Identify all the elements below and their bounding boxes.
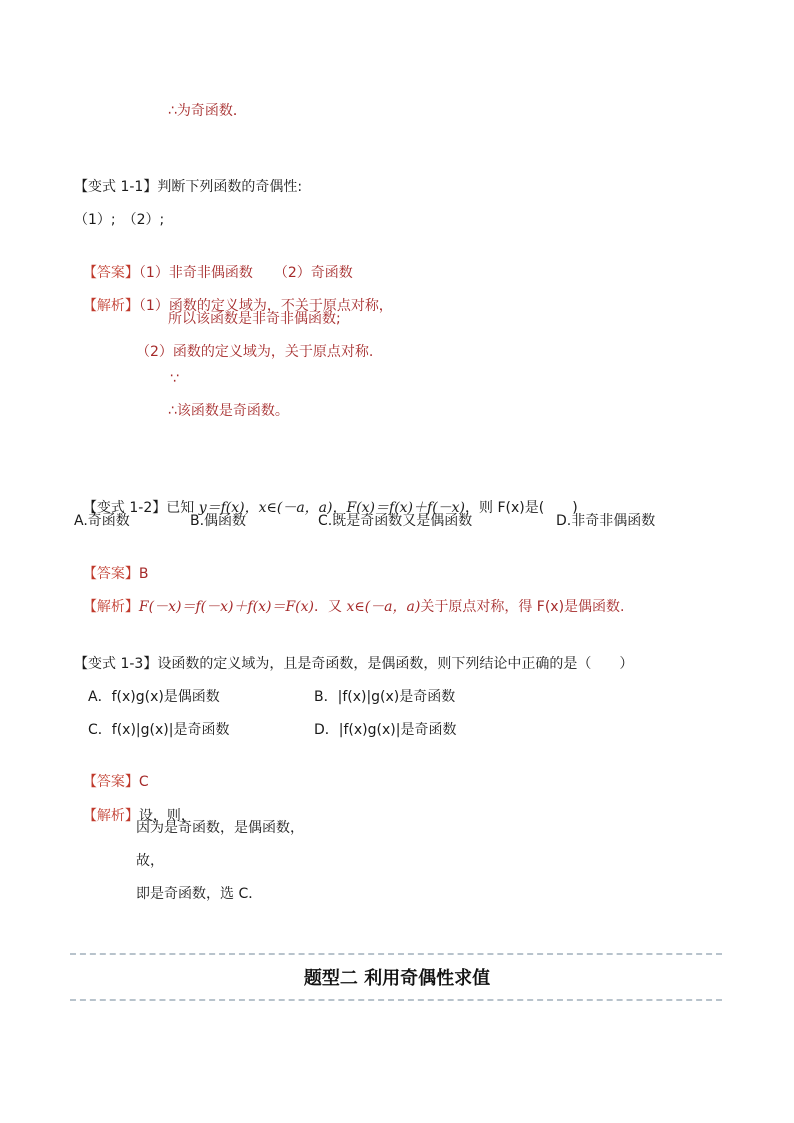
title-post: ，则 F(x)是( ) [465, 500, 578, 516]
ex1-1-parts: （1）; （2）; [74, 212, 165, 228]
analysis-text: （1）函数的定义域为，不关于原点对称， [138, 298, 393, 314]
ex1-2-option-c: C.既是奇函数又是偶函数 [318, 513, 473, 529]
ex1-1-analysis-2: 所以该函数是非奇非偶函数; [168, 311, 341, 327]
ex1-3-option-d: D．|f(x)g(x)|是奇函数 [314, 722, 457, 738]
ex1-3-analysis-3: 故， [136, 853, 164, 869]
analysis-text: 设，则， [138, 808, 195, 824]
section-heading: 题型二 利用奇偶性求值 [303, 968, 491, 989]
answer-text: C [138, 774, 149, 790]
ex1-2-analysis-line [74, 577, 625, 617]
intro-conclusion: ∴为奇函数． [168, 103, 247, 119]
answer-text: B [138, 566, 149, 582]
ex1-2-option-d: D.非奇非偶函数 [556, 513, 656, 529]
analysis-mid: ．又 [313, 599, 347, 615]
ex1-2-option-b: B.偶函数 [190, 513, 247, 529]
ex1-1-analysis-5: ∴该函数是奇函数。 [168, 403, 289, 419]
title-math: y＝f(x)，x∈(－a，a)，F(x)＝f(x)＋f(－x) [198, 500, 466, 516]
ex1-3-title: 【变式 1-3】设函数的定义域为，且是奇函数，是偶函数，则下列结论中正确的是（ ） [74, 656, 634, 672]
analysis-tag: 【解析】 [82, 808, 139, 824]
ex1-2-option-a: A.奇函数 [74, 513, 130, 529]
ex1-1-analysis-3: （2）函数的定义域为，关于原点对称. [136, 344, 374, 360]
ex1-3-option-a: A．f(x)g(x)是偶函数 [88, 689, 220, 705]
title-pre: 【变式 1-2】已知 [82, 500, 199, 516]
ex1-1-title: 【变式 1-1】判断下列函数的奇偶性: [74, 179, 303, 195]
answer-text: （1）非奇非偶函数 （2）奇函数 [138, 265, 353, 281]
answer-tag: 【答案】 [82, 566, 139, 582]
section-divider-top [70, 953, 722, 955]
analysis-tag: 【解析】 [82, 298, 139, 314]
section-divider-bottom [70, 999, 722, 1001]
answer-tag: 【答案】 [82, 774, 139, 790]
analysis-post: 关于原点对称，得 F(x)是偶函数. [420, 599, 625, 615]
ex1-3-analysis-2: 因为是奇函数，是偶函数， [136, 820, 304, 836]
analysis-math: F(－x)＝f(－x)＋f(x)＝F(x) [138, 599, 314, 615]
ex1-1-analysis-4: ∵ [170, 371, 179, 387]
analysis-tag: 【解析】 [82, 599, 139, 615]
analysis-math2: x∈(－a，a) [346, 599, 421, 615]
ex1-3-option-b: B．|f(x)|g(x)是奇函数 [314, 689, 456, 705]
ex1-3-analysis-4: 即是奇函数，选 C． [136, 886, 263, 902]
answer-tag: 【答案】 [82, 265, 139, 281]
ex1-3-option-c: C．f(x)|g(x)|是奇函数 [88, 722, 230, 738]
